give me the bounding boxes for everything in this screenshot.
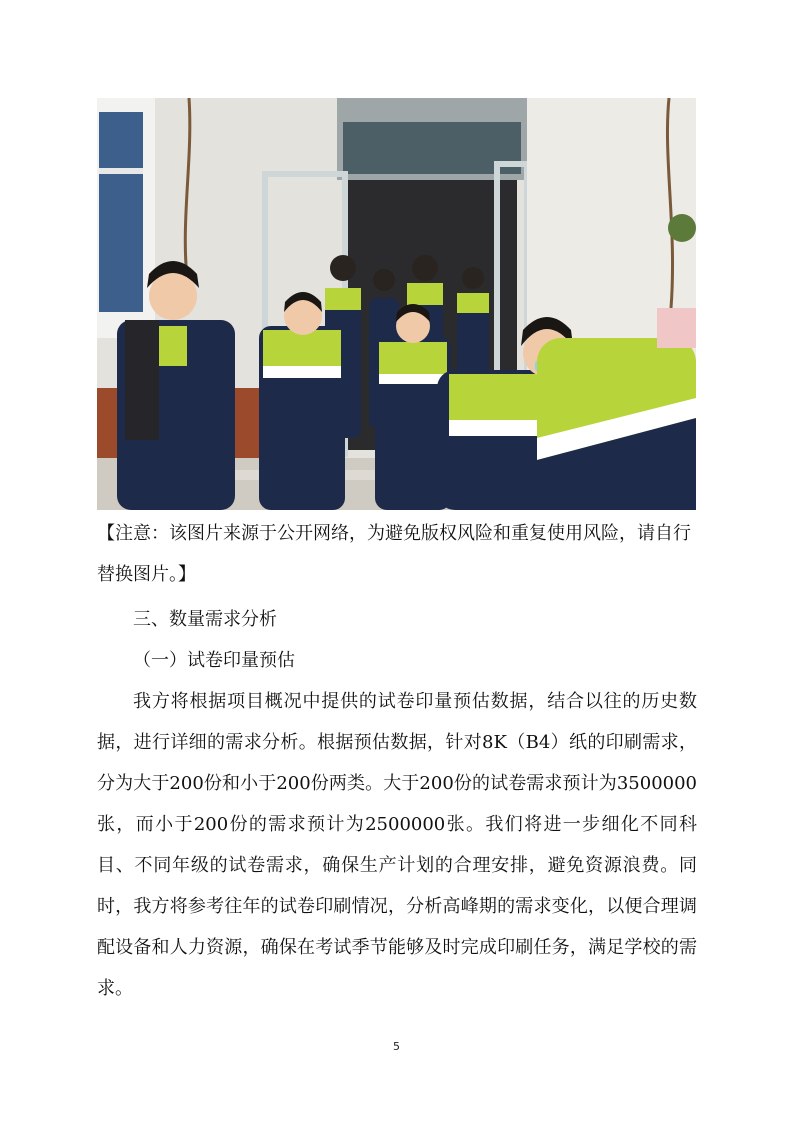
section-heading: 三、数量需求分析 xyxy=(133,609,277,630)
image-source-note: 【注意：该图片来源于公开网络，为避免版权风险和重复使用风险，请自行替换图片。】 xyxy=(97,523,691,585)
body-paragraph: 我方将根据项目概况中提供的试卷印量预估数据，结合以往的历史数据，进行详细的需求分析。根据预估数据，针对8K（B4）纸的印刷需求，分为大于200份和小于200份两类。大于200份的试卷需求预计为3500000张，而小于200份的需求预计为2500000张。我们将进一步细化不同科目、不同年级的试卷需求，确保生产计划的合理安排，避免资源浪费。同时，我方将参考往年的试卷印刷情况，分析高峰期的需求变化，以便合理调配设备和人力资源，确保在考试季节能够及时完成印刷任务，满足学校的需求。 xyxy=(97,691,697,999)
page-number: 5 xyxy=(393,1040,400,1053)
subsection-heading: （一）试卷印量预估 xyxy=(133,650,295,671)
evacuation-drill-photo xyxy=(97,98,696,510)
